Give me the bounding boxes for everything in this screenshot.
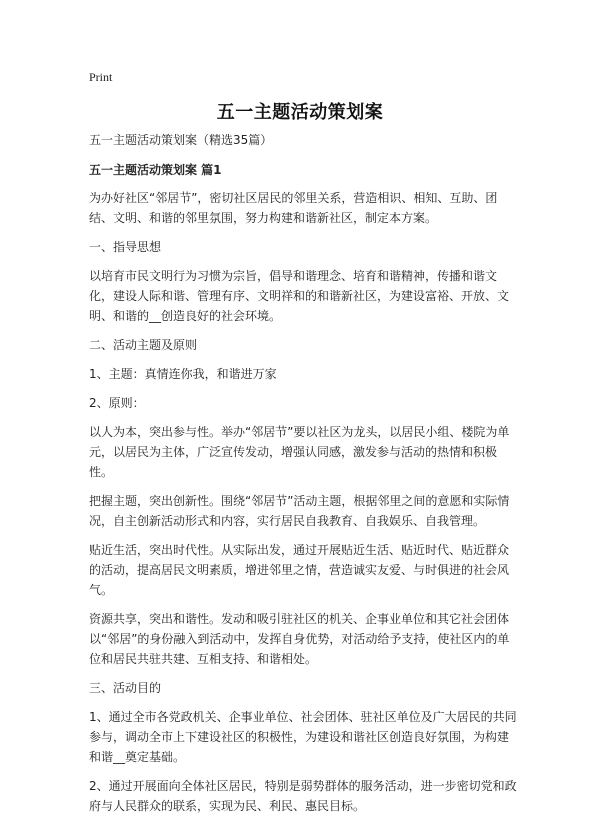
document-subtitle: 五一主题活动策划案（精选35篇） bbox=[89, 133, 273, 147]
paragraph-purpose-1: 1、通过全市各党政机关、企事业单位、社会团体、驻社区单位及广大居民的共同参与，调动全市上下建设社区的积极性，为建设和谐社区创造良好氛围，为构建和谐__奠定基础。 bbox=[89, 710, 517, 764]
paragraph-principle-innovation: 把握主题，突出创新性。围绕“邻居节”活动主题，根据邻里之间的意愿和实际情况，自主创新活动形式和内容，实行居民自我教育、自我娱乐、自我管理。 bbox=[89, 494, 510, 528]
paragraph-intro: 为办好社区“邻居节”，密切社区居民的邻里关系，营造相识、相知、互助、团结、文明、和谐的邻里氛围，努力构建和谐新社区，制定本方案。 bbox=[89, 191, 498, 225]
section-heading: 五一主题活动策划案 篇1 bbox=[89, 163, 222, 177]
heading-theme-principles: 二、活动主题及原则 bbox=[89, 338, 198, 352]
paragraph-principles-label: 2、原则： bbox=[89, 396, 145, 410]
paragraph-principle-people: 以人为本，突出参与性。举办“邻居节”要以社区为龙头，以居民小组、楼院为单元，以居民为主体，广泛宣传发动，增强认同感，激发参与活动的热情和积极性。 bbox=[89, 425, 510, 479]
paragraph-principle-times: 贴近生活，突出时代性。从实际出发，通过开展贴近生活、贴近时代、贴近群众的活动，提高居民文明素质，增进邻里之情，营造诚实友爱、与时俱进的社会风气。 bbox=[89, 543, 510, 597]
paragraph-principle-harmony: 资源共享，突出和谐性。发动和吸引驻社区的机关、企事业单位和其它社会团体以“邻居”的身份融入到活动中，发挥自身优势，对活动给予支持，使社区内的单位和居民共驻共建、互相支持、和谐相处。 bbox=[89, 612, 510, 666]
paragraph-theme: 1、主题：真情连你我，和谐进万家 bbox=[89, 367, 277, 381]
page-title: 五一主题活动策划案 bbox=[216, 102, 384, 123]
document-body bbox=[89, 130, 519, 825]
heading-guiding-ideology: 一、指导思想 bbox=[89, 240, 162, 254]
paragraph-purpose-2: 2、通过开展面向全体社区居民，特别是弱势群体的服务活动，进一步密切党和政府与人民群众的联系，实现为民、利民、惠民目标。 bbox=[89, 779, 517, 813]
heading-purpose: 三、活动目的 bbox=[89, 681, 162, 695]
print-link[interactable]: Print bbox=[89, 70, 113, 84]
paragraph-guiding-ideology: 以培育市民文明行为习惯为宗旨，倡导和谐理念、培育和谐精神，传播和谐文化，建设人际和谐、管理有序、文明祥和的和谐新社区，为建设富裕、开放、文明、和谐的__创造良好的社会环境。 bbox=[89, 269, 510, 323]
